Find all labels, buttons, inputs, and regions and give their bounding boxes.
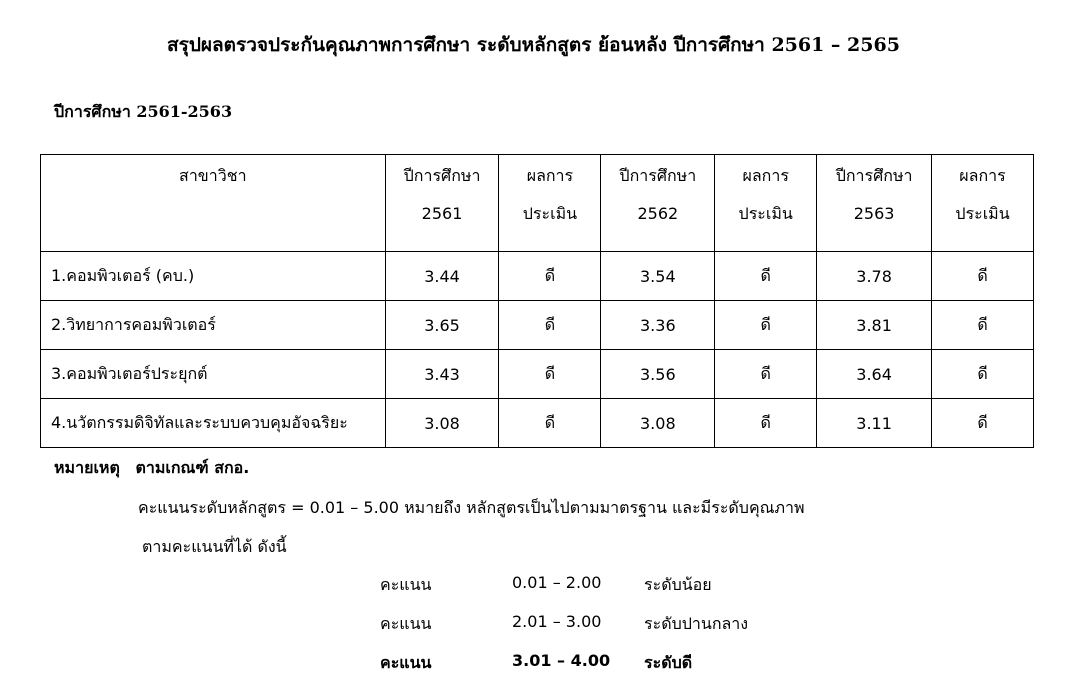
score-2562: 3.36 bbox=[601, 301, 715, 350]
score-2562: 3.56 bbox=[601, 350, 715, 399]
header-text: 2562 bbox=[637, 204, 679, 223]
header-text: 2563 bbox=[853, 204, 895, 223]
header-year-2563 bbox=[817, 155, 932, 252]
score-2563: 3.64 bbox=[817, 350, 932, 399]
section-subtitle: ปีการศึกษา 2561-2563 bbox=[54, 102, 233, 121]
header-result-2561 bbox=[499, 155, 601, 252]
result-2561: ดี bbox=[499, 350, 601, 399]
note-label: หมายเหตุ bbox=[54, 458, 120, 477]
score-2561: 3.65 bbox=[385, 301, 499, 350]
assessment-table bbox=[40, 154, 1034, 448]
table-row bbox=[41, 301, 1034, 350]
header-text: ประเมิน bbox=[522, 204, 578, 223]
result-2562: ดี bbox=[715, 399, 817, 448]
table-row bbox=[41, 350, 1034, 399]
header-program bbox=[41, 155, 386, 252]
header-text: ประเมิน bbox=[738, 204, 793, 223]
score-2561: 3.44 bbox=[385, 252, 499, 301]
table-row bbox=[41, 399, 1034, 448]
header-text: 2561 bbox=[421, 204, 463, 223]
header-text: ปีการศึกษา bbox=[835, 166, 913, 185]
result-2562: ดี bbox=[715, 350, 817, 399]
scale-level: ระดับน้อย bbox=[644, 575, 712, 594]
header-text: สาขาวิชา bbox=[179, 166, 247, 185]
scale-level: ระดับดี bbox=[644, 653, 693, 672]
scale-label: คะแนน bbox=[380, 653, 432, 672]
result-2562: ดี bbox=[715, 301, 817, 350]
note-heading bbox=[54, 456, 259, 481]
score-2561: 3.08 bbox=[385, 399, 499, 448]
scale-label: คะแนน bbox=[380, 575, 432, 594]
score-2562: 3.08 bbox=[601, 399, 715, 448]
score-2563: 3.11 bbox=[817, 399, 932, 448]
scale-range: 0.01 – 2.00 bbox=[512, 573, 602, 592]
header-text: ผลการ bbox=[526, 166, 574, 185]
header-text: ผลการ bbox=[959, 166, 1006, 185]
scale-range: 2.01 – 3.00 bbox=[512, 612, 602, 631]
scale-level: ระดับปานกลาง bbox=[644, 614, 749, 633]
program-name: 4.นวัตกรรมดิจิทัลและระบบควบคุมอัจฉริยะ bbox=[41, 399, 386, 448]
result-2563: ดี bbox=[932, 350, 1034, 399]
result-2563: ดี bbox=[932, 252, 1034, 301]
score-2563: 3.78 bbox=[817, 252, 932, 301]
note-line-2: ตามคะแนนที่ได้ ดังนี้ bbox=[142, 537, 287, 556]
result-2561: ดี bbox=[499, 399, 601, 448]
header-result-2563 bbox=[932, 155, 1034, 252]
program-name: 2.วิทยาการคอมพิวเตอร์ bbox=[41, 301, 386, 350]
score-2561: 3.43 bbox=[385, 350, 499, 399]
header-text: ประเมิน bbox=[955, 204, 1010, 223]
result-2563: ดี bbox=[932, 301, 1034, 350]
program-name: 3.คอมพิวเตอร์ประยุกต์ bbox=[41, 350, 386, 399]
header-year-2561 bbox=[385, 155, 499, 252]
document-title: สรุปผลตรวจประกันคุณภาพการศึกษา ระดับหลักสูตร ย้อนหลัง ปีการศึกษา 2561 – 2565 bbox=[167, 34, 900, 56]
header-text: ปีการศึกษา bbox=[619, 166, 697, 185]
scale-label: คะแนน bbox=[380, 614, 432, 633]
result-2563: ดี bbox=[932, 399, 1034, 448]
header-text: ปีการศึกษา bbox=[403, 166, 481, 185]
score-2562: 3.54 bbox=[601, 252, 715, 301]
result-2561: ดี bbox=[499, 301, 601, 350]
result-2561: ดี bbox=[499, 252, 601, 301]
header-text: ผลการ bbox=[742, 166, 789, 185]
score-2563: 3.81 bbox=[817, 301, 932, 350]
note-criteria: ตามเกณฑ์ สกอ. bbox=[135, 458, 250, 477]
table-row bbox=[41, 252, 1034, 301]
scale-range: 3.01 – 4.00 bbox=[512, 651, 611, 670]
program-name: 1.คอมพิวเตอร์ (คบ.) bbox=[41, 252, 386, 301]
table-header-row bbox=[41, 155, 1034, 252]
note-line-1: คะแนนระดับหลักสูตร = 0.01 – 5.00 หมายถึง หลักสูตรเป็นไปตามมาตรฐาน และมีระดับคุณภาพ bbox=[138, 498, 805, 517]
result-2562: ดี bbox=[715, 252, 817, 301]
header-year-2562 bbox=[601, 155, 715, 252]
header-result-2562 bbox=[715, 155, 817, 252]
